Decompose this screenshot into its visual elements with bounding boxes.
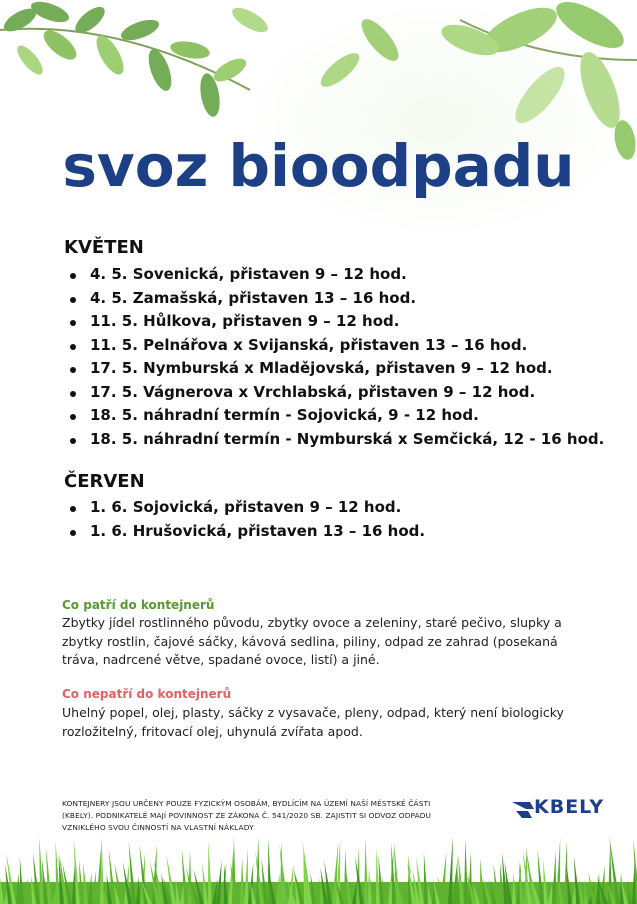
page-title: svoz bioodpadu: [62, 132, 575, 200]
list-item: 1. 6. Sojovická, přistaven 9 – 12 hod.: [66, 496, 425, 520]
list-item: 17. 5. Vágnerova x Vrchlabská, přistaven 9 – 12 hod.: [66, 381, 604, 405]
footer-note: KONTEJNERY JSOU URČENY POUZE FYZICKÝM OSOBÁM, BYDLÍCÍM NA ÚZEMÍ NAŠÍ MĚSTSKÉ ČÁSTI (KBELY). PODNIKATELÉ MAJÍ POVINNOST ZE ZÁKONA Č. 541/2020 SB. ZAJISTIT SI ODVOZ ODPADU VZNIKLÉHO SVOU ČINNOSTÍ NA VLASTNÍ NÁKLADY: [62, 799, 432, 832]
june-schedule-list: [66, 496, 425, 543]
section-heading-june: ČERVEN: [64, 471, 145, 492]
list-item: 4. 5. Zamašská, přistaven 13 – 16 hod.: [66, 287, 604, 311]
may-schedule-list: [66, 263, 604, 451]
leaves-icon: [0, 0, 637, 240]
section-heading-may: KVĚTEN: [64, 237, 144, 258]
logo-text: KBELY: [534, 796, 605, 818]
list-item: 4. 5. Sovenická, přistaven 9 – 12 hod.: [66, 263, 604, 287]
list-item: 11. 5. Pelnářova x Svijanská, přistaven 13 – 16 hod.: [66, 334, 604, 358]
list-item: 1. 6. Hrušovická, přistaven 13 – 16 hod.: [66, 520, 425, 544]
list-item: 11. 5. Hůlkova, přistaven 9 – 12 hod.: [66, 310, 604, 334]
belongs-heading: Co patří do kontejnerů: [62, 598, 215, 612]
list-item: 17. 5. Nymburská x Mladějovská, přistaven 9 – 12 hod.: [66, 357, 604, 381]
not-belongs-heading: Co nepatří do kontejnerů: [62, 687, 232, 701]
not-belongs-text: Uhelný popel, olej, plasty, sáčky z vysavače, pleny, odpad, který není biologicky rozložitelný, fritovací olej, uhynulá zvířata apod.: [62, 705, 564, 739]
list-item: 18. 5. náhradní termín - Sojovická, 9 - 12 hod.: [66, 404, 604, 428]
belongs-text: Zbytky jídel rostlinného původu, zbytky ovoce a zeleniny, staré pečivo, slupky a zbytky rostlin, čajové sáčky, kávová sedlina, piliny, odpad ze zahrad (posekaná tráva, nadrcené větve, spadané ovoce, listí) a jiné.: [62, 615, 562, 667]
kbely-logo: [512, 796, 612, 822]
kbely-logo-icon: [512, 799, 534, 819]
list-item: 18. 5. náhradní termín - Nymburská x Semčická, 12 - 16 hod.: [66, 428, 604, 452]
grass-icon: [0, 834, 637, 904]
